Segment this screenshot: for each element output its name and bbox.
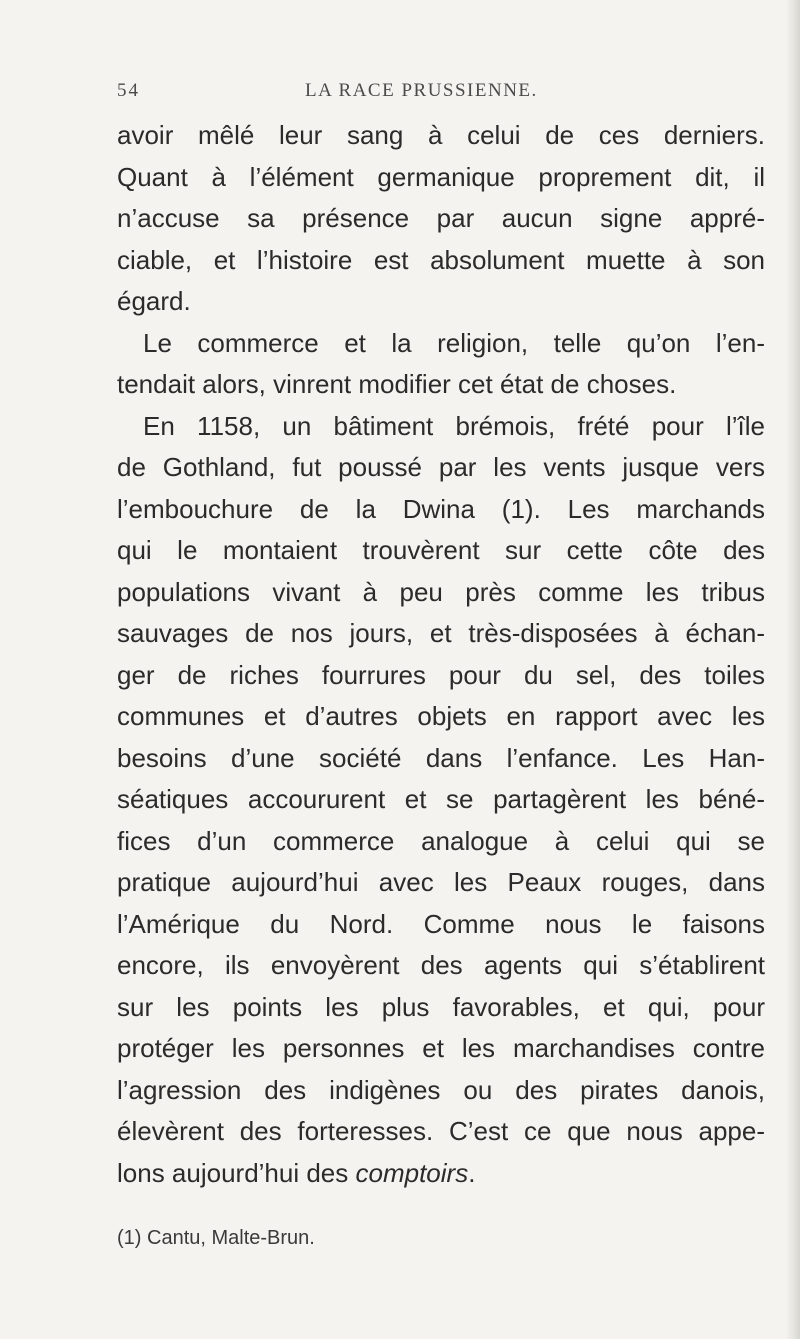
text-line: sauvages de nos jours, et très-disposées à échan- — [117, 618, 765, 648]
text-line: de Gothland, fut poussé par les vents jusque vers — [117, 452, 765, 482]
emphasis-comptoirs: comptoirs — [355, 1157, 469, 1188]
text-line: tendait alors, vinrent modifier cet état de choses. — [117, 369, 677, 399]
text-line: séatiques accoururent et se partagèrent les béné- — [117, 784, 765, 814]
text-line: l’Amérique du Nord. Comme nous le faisons — [117, 908, 765, 939]
text-line: ciable, et l’histoire est absolument muette à son — [117, 244, 765, 275]
final-line-lead: lons aujourd’hui des — [117, 1157, 356, 1188]
text-line: l’agression des indigènes ou des pirates danois, — [117, 1074, 765, 1105]
page-edge-shadow — [786, 0, 800, 1339]
text-line: pratique aujourd’hui avec les Peaux rouges, dans — [117, 867, 765, 897]
text-line: Le commerce et la religion, telle qu’on l’en- — [143, 327, 765, 358]
text-line: égard. — [117, 286, 191, 316]
text-line: Quant à l’élément germanique proprement dit, il — [117, 161, 765, 192]
text-line: qui le montaient trouvèrent sur cette côte des — [117, 535, 765, 565]
running-title: LA RACE PRUSSIENNE. — [305, 80, 538, 101]
running-head — [0, 80, 800, 110]
text-line: En 1158, un bâtiment brémois, frété pour l’île — [143, 410, 765, 441]
text-line: besoins d’une société dans l’enfance. Les Han- — [117, 742, 765, 773]
page-number: 54 — [117, 80, 140, 101]
final-line-trail: . — [468, 1157, 476, 1188]
text-line: protéger les personnes et les marchandises contre — [117, 1033, 765, 1063]
text-line: avoir mêlé leur sang à celui de ces derniers. — [117, 120, 765, 150]
text-line: l’embouchure de la Dwina (1). Les marchands — [117, 493, 765, 524]
footnote: (1) Cantu, Malte-Brun. — [117, 1227, 315, 1249]
text-line: ger de riches fourrures pour du sel, des toiles — [117, 659, 765, 690]
text-line: communes et d’autres objets en rapport avec les — [117, 701, 765, 731]
text-line: élevèrent des forteresses. C’est ce que nous appe- — [117, 1116, 765, 1146]
text-line-final — [117, 1153, 765, 1195]
text-line: sur les points les plus favorables, et qui, pour — [117, 991, 765, 1022]
body-text — [117, 115, 765, 1194]
text-line: n’accuse sa présence par aucun signe appré- — [117, 203, 765, 233]
text-line: encore, ils envoyèrent des agents qui s’établirent — [117, 950, 765, 980]
text-line: fices d’un commerce analogue à celui qui se — [117, 825, 765, 856]
text-line: populations vivant à peu près comme les tribus — [117, 576, 765, 607]
